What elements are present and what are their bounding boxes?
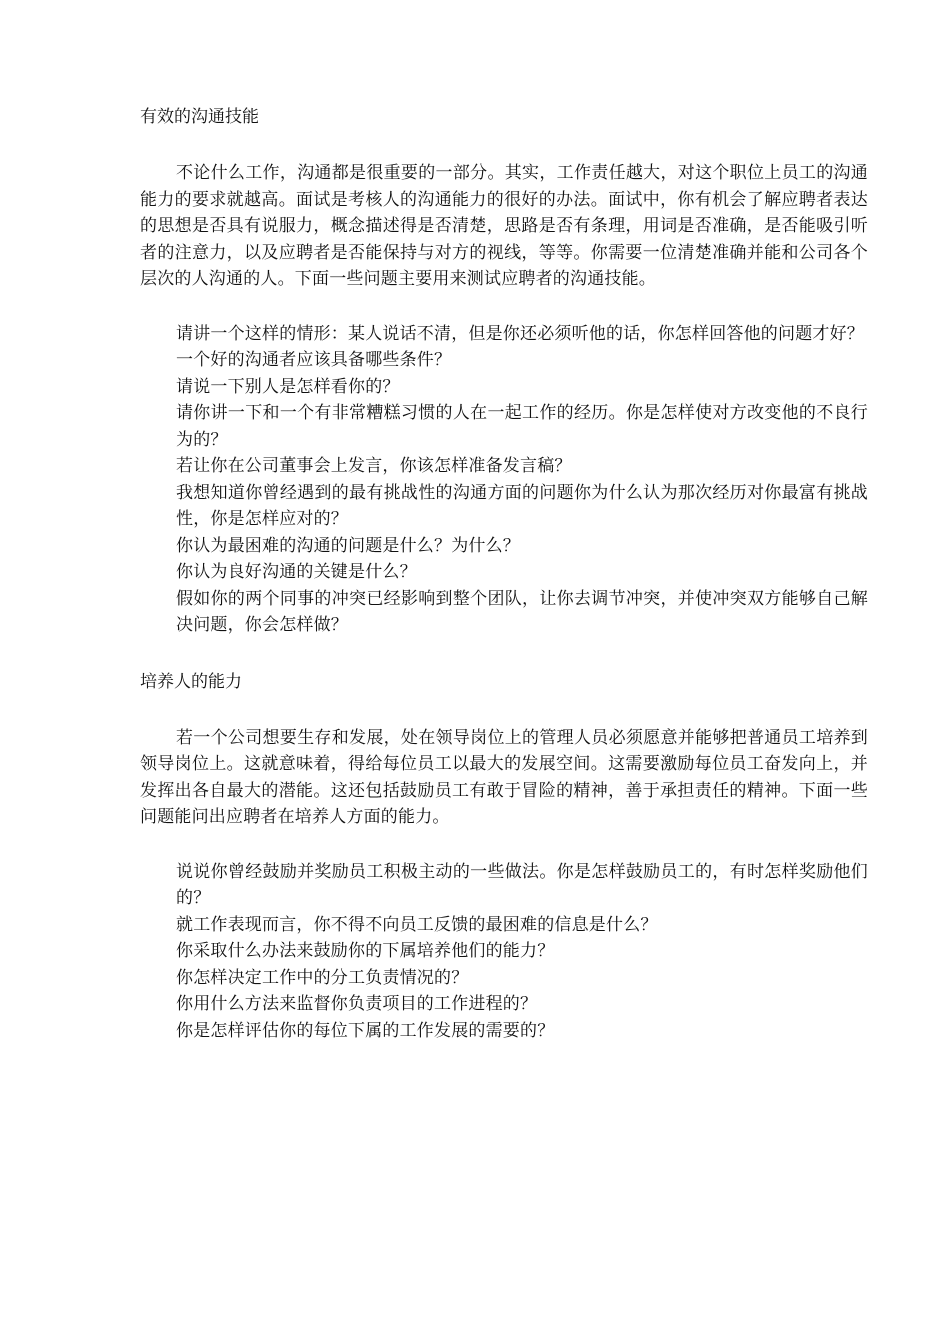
question-item: 说说你曾经鼓励并奖励员工积极主动的一些做法。你是怎样鼓励员工的，有时怎样奖励他们的？ [176, 861, 868, 908]
question-item: 你是怎样评估你的每位下属的工作发展的需要的？ [176, 1020, 555, 1041]
question-item: 你用什么方法来监督你负责项目的工作进程的？ [176, 994, 538, 1014]
question-item: 你认为良好沟通的关键是什么？ [176, 562, 417, 582]
question-item: 请说一下别人是怎样看你的？ [176, 376, 400, 397]
question-list [140, 321, 868, 639]
question-list [140, 859, 868, 1045]
section-paragraph: 不论什么工作，沟通都是很重要的一部分。其实，工作责任越大，对这个职位上员工的沟通能力的要求就越高。面试是考核人的沟通能力的很好的办法。面试中，你有机会了解应聘者表达的思想是否具有说服力，概念描述得是否清楚，思路是否有条理，用词是否准确，是否能吸引听者的注意力，以及应聘者是否能保持与对方的视线，等等。你需要一位清楚准确并能和公司各个层次的人沟通的人。下面一些问题主要用来测试应聘者的沟通技能。 [140, 163, 868, 289]
question-item: 你认为最困难的沟通的问题是什么？为什么？ [176, 535, 520, 556]
question-item: 你怎样决定工作中的分工负责情况的？ [176, 967, 469, 988]
question-item: 就工作表现而言，你不得不向员工反馈的最困难的信息是什么？ [176, 914, 658, 935]
document-page [140, 104, 868, 1044]
question-item: 请讲一个这样的情形：某人说话不清，但是你还必须听他的话，你怎样回答他的问题才好？ [176, 323, 864, 344]
question-item: 若让你在公司董事会上发言，你该怎样准备发言稿？ [176, 456, 572, 476]
question-item: 你采取什么办法来鼓励你的下属培养他们的能力？ [176, 941, 555, 961]
question-item: 我想知道你曾经遇到的最有挑战性的沟通方面的问题你为什么认为那次经历对你最富有挑战性，你是怎样应对的？ [176, 482, 868, 529]
section-communication-skills [140, 104, 868, 639]
section-developing-people [140, 669, 868, 1045]
question-item: 一个好的沟通者应该具备哪些条件？ [176, 350, 452, 370]
section-paragraph: 若一个公司想要生存和发展，处在领导岗位上的管理人员必须愿意并能够把普通员工培养到领导岗位上。这就意味着，得给每位员工以最大的发展空间。这需要激励每位员工奋发向上，并发挥出各自最大的潜能。这还包括鼓励员工有敢于冒险的精神，善于承担责任的精神。下面一些问题能问出应聘者在培养人方面的能力。 [140, 727, 868, 827]
question-item: 请你讲一下和一个有非常糟糕习惯的人在一起工作的经历。你是怎样使对方改变他的不良行为的？ [176, 403, 868, 450]
section-heading: 培养人的能力 [140, 671, 242, 692]
section-heading: 有效的沟通技能 [140, 107, 259, 127]
question-item: 假如你的两个同事的冲突已经影响到整个团队，让你去调节冲突，并使冲突双方能够自己解决问题，你会怎样做？ [176, 588, 868, 635]
